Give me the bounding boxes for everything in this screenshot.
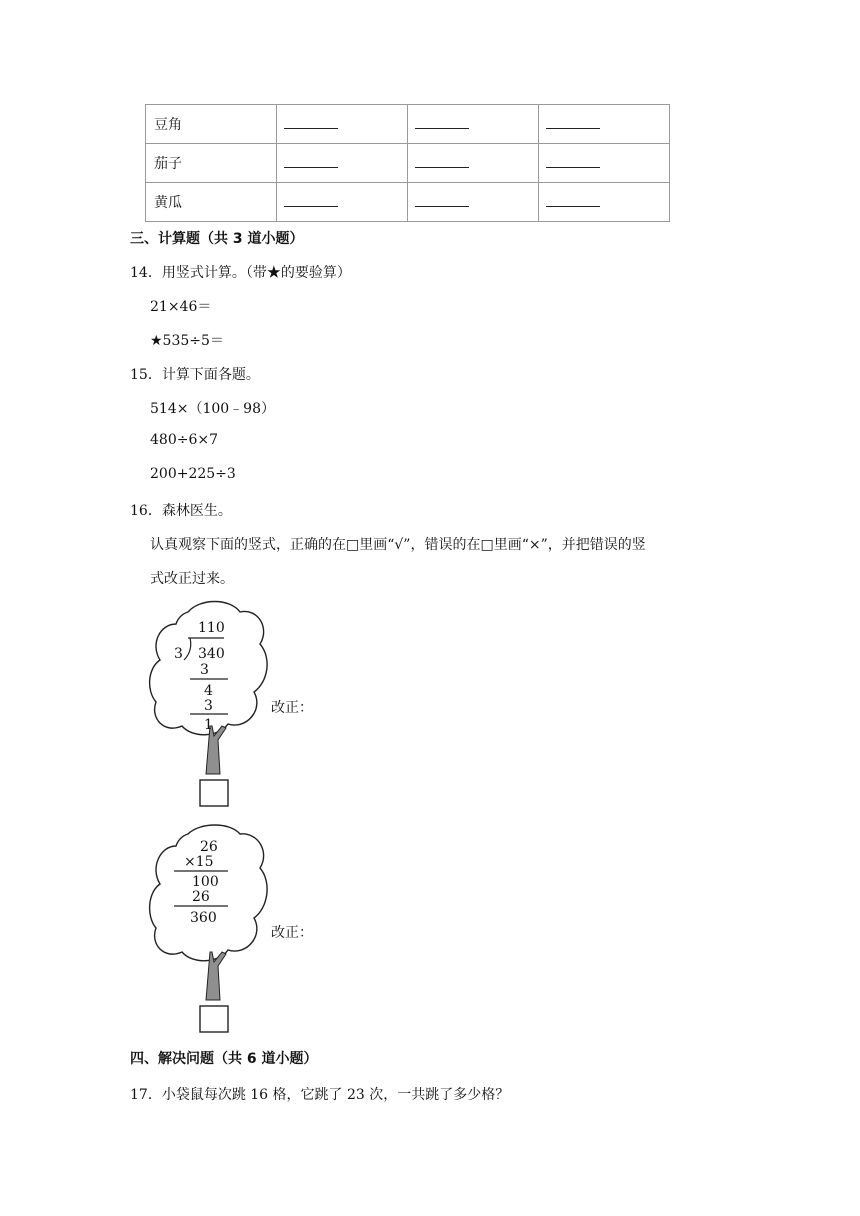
answer-blank[interactable] [539, 144, 670, 183]
q14-item-2: ★535÷5＝ [150, 333, 224, 349]
step-2: 4 [204, 683, 213, 699]
veg-name: 黄瓜 [146, 183, 277, 222]
tree-trunk [206, 726, 226, 774]
q14-title: 14．用竖式计算。（带★的要验算） [130, 265, 351, 281]
answer-blank[interactable] [539, 183, 670, 222]
dividend: 340 [198, 646, 225, 662]
table-row [146, 144, 670, 183]
answer-checkbox [200, 1006, 228, 1032]
answer-blank[interactable] [277, 183, 408, 222]
q16-title: 16．森林医生。 [130, 503, 232, 519]
q15-item-1: 514×（100﹣98） [150, 401, 275, 417]
remainder: 1 [204, 717, 213, 733]
veg-name: 茄子 [146, 144, 277, 183]
answer-blank[interactable] [277, 144, 408, 183]
tree-division-illustration [148, 598, 272, 808]
quotient: 110 [198, 620, 225, 636]
answer-blank[interactable] [408, 105, 539, 144]
veg-name: 豆角 [146, 105, 277, 144]
q16-instruction-2: 式改正过来。 [150, 571, 234, 587]
answer-blank[interactable] [408, 183, 539, 222]
answer-blank[interactable] [408, 144, 539, 183]
q17-text: 17．小袋鼠每次跳 16 格，它跳了 23 次，一共跳了多少格？ [130, 1087, 510, 1103]
step-1: 3 [200, 662, 209, 678]
table-row [146, 183, 670, 222]
tree-multiplication-illustration [148, 824, 272, 1034]
partial-1: 100 [192, 874, 219, 890]
fix-label-2: 改正： [271, 925, 313, 941]
vegetable-table [145, 104, 670, 222]
q16-instruction-1: 认真观察下面的竖式，正确的在□里画“√”，错误的在□里画“×”，并把错误的竖 [150, 537, 646, 553]
product: 360 [190, 910, 217, 926]
multiplicand: 26 [200, 839, 218, 855]
q14-item-1: 21×46＝ [150, 299, 212, 315]
q15-item-2: 480÷6×7 [150, 432, 218, 448]
q15-item-3: 200+225÷3 [150, 466, 236, 482]
answer-checkbox [200, 780, 228, 806]
table-row [146, 105, 670, 144]
q15-title: 15．计算下面各题。 [130, 367, 260, 383]
answer-blank[interactable] [539, 105, 670, 144]
section-4-heading: 四、解决问题（共 6 道小题） [130, 1051, 318, 1067]
fix-label-1: 改正： [271, 700, 313, 716]
tree-trunk [206, 952, 226, 1000]
multiplier: ×15 [184, 854, 214, 870]
section-3-heading: 三、计算题（共 3 道小题） [130, 231, 304, 247]
partial-2: 26 [192, 889, 210, 905]
step-3: 3 [204, 698, 213, 714]
divisor: 3 [174, 646, 183, 662]
answer-blank[interactable] [277, 105, 408, 144]
